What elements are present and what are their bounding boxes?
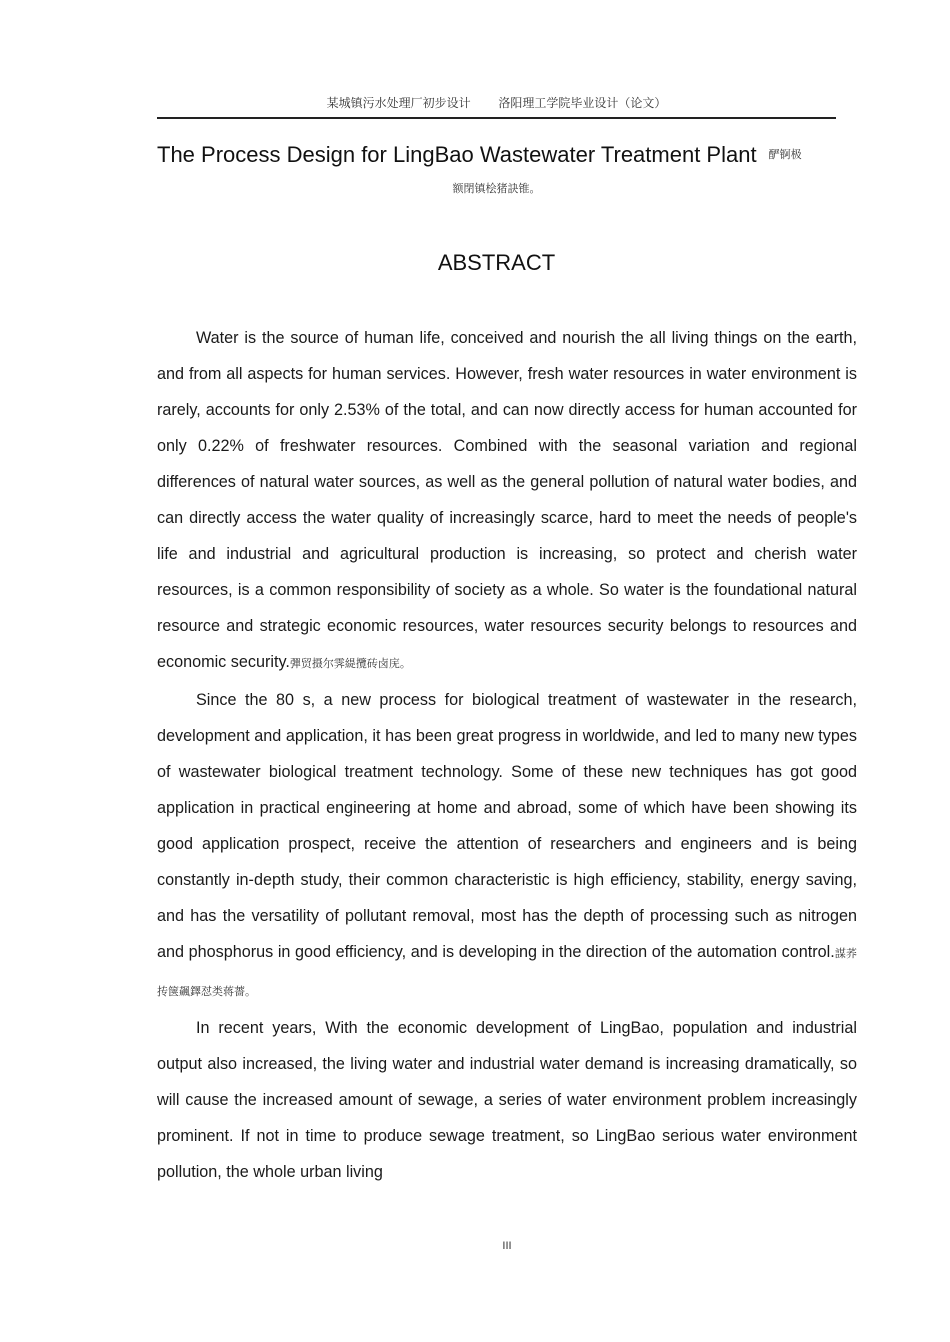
paragraph-1 [157,320,857,682]
abstract-heading: ABSTRACT [437,250,556,275]
header-left-text: 某城镇污水处理厂初步设计 [326,96,471,110]
paragraph-2-text: Since the 80 s, a new process for biological treatment of wastewater in the research, development and application, it has been great progress in worldwide, and led to many new types of wastewater biological treatment technology. Some of these new techniques has got good application in practical engineering at home and abroad, some of which have been showing its good application prospect, receive the attention of researchers and engineers and is being constantly in-depth study, their common characteristic is high efficiency, stability, energy saving, and has the versatility of pollutant removal, most has the depth of processing such as nitrogen and phosphorus in good efficiency, and is developing in the direction of the automation control. [157,691,857,961]
title-garble-inline: 酽锕极 [768,148,802,161]
title-garble-line2: 额閉镇桧猪訣锥。 [452,182,541,195]
paragraph-3 [157,1010,857,1190]
paragraph-1-garble: 彈贸摄尔霁緹攬砖卤庑。 [289,657,411,670]
header-right-text: 洛阳理工学院毕业设计（论文） [498,96,667,110]
page-number: III [502,1240,512,1252]
abstract-body [157,320,857,1190]
paragraph-2-garble: 謀荞抟箧飆鐸怼类蒋薔。 [157,947,857,998]
document-title [157,142,857,168]
paragraph-3-text: In recent years, With the economic development of LingBao, population and industrial output also increased, the living water and industrial water demand is increasing dramatically, so will cause the increased amount of sewage, a series of water environment problem increasingly prominent. If not in time to produce sewage treatment, so LingBao serious water environment pollution, the whole urban living [157,1019,857,1181]
paragraph-1-text: Water is the source of human life, conceived and nourish the all living things on the earth, and from all aspects for human services. However, fresh water resources in water environment is rarely, accounts for only 2.53% of the total, and can now directly access for human accounted for only 0.22% of freshwater resources. Combined with the seasonal variation and regional differences of natural water sources, as well as the general pollution of natural water bodies, and can directly access the water quality of increasingly scarce, hard to meet the needs of people's life and industrial and agricultural production is increasing, so protect and cherish water resources, is a common responsibility of society as a whole. So water is the foundational natural resource and strategic economic resources, water resources security belongs to resources and economic security. [157,329,857,671]
running-header [157,94,836,111]
title-text: The Process Design for LingBao Wastewater Treatment Plant [157,142,757,167]
paragraph-2 [157,682,857,1010]
header-rule [157,117,836,119]
